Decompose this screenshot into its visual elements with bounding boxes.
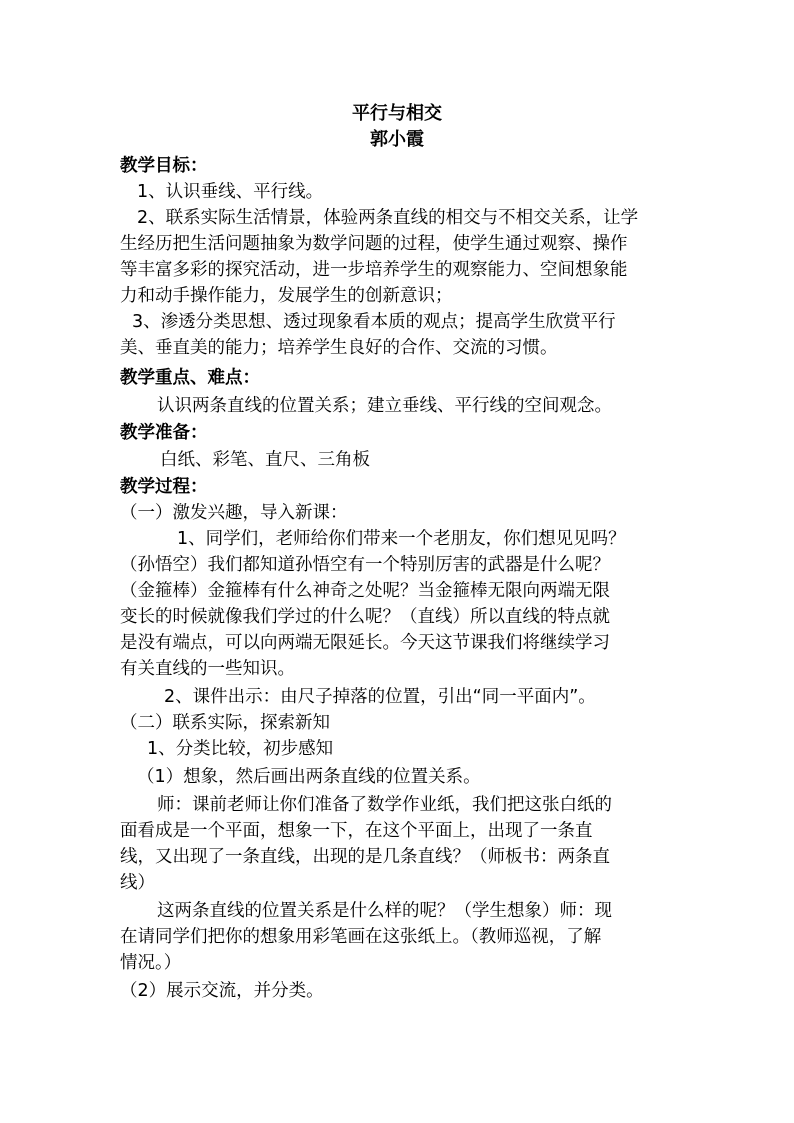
process-line: 1、同学们，老师给你们带来一个老朋友，你们想见见吗？	[177, 529, 626, 549]
process-line: 情况。）	[120, 953, 182, 973]
process-line: 变长的时候就像我们学过的什么呢？（直线）所以直线的特点就	[120, 607, 610, 627]
process-line: 是没有端点，可以向两端无限延长。今天这节课我们将继续学习	[120, 633, 610, 653]
objective-line: 力和动手操作能力，发展学生的创新意识；	[120, 286, 453, 306]
process-line: 有关直线的一些知识。	[120, 659, 295, 679]
objective-line: 美、垂直美的能力；培养学生良好的合作、交流的习惯。	[120, 338, 558, 358]
process-line: 这两条直线的位置关系是什么样的呢？（学生想象）师：现	[157, 901, 612, 921]
process-line: 面看成是一个平面，想象一下，在这个平面上，出现了一条直	[120, 821, 593, 841]
objectives-heading: 教学目标：	[120, 156, 208, 176]
process-line: 师：课前老师让你们准备了数学作业纸，我们把这张白纸的	[157, 795, 612, 815]
process-line: （一）激发兴趣，导入新课：	[120, 503, 348, 523]
preparation-text: 白纸、彩笔、直尺、三角板	[160, 450, 370, 470]
process-line: 线）	[120, 873, 155, 893]
process-line: （2）展示交流，并分类。	[120, 981, 324, 1001]
process-line: （二）联系实际，探索新知	[120, 713, 330, 733]
process-line: 1、分类比较，初步感知	[147, 739, 334, 759]
preparation-heading: 教学准备：	[120, 423, 208, 443]
objective-line: 1、认识垂线、平行线。	[137, 182, 324, 202]
key-points-heading: 教学重点、难点：	[120, 368, 260, 388]
doc-author: 郭小霞	[370, 129, 424, 150]
objective-line: 2、联系实际生活情景，体验两条直线的相交与不相交关系，让学	[137, 208, 639, 228]
process-line: （1）想象，然后画出两条直线的位置关系。	[137, 767, 481, 787]
process-line: 线，又出现了一条直线，出现的是几条直线？（师板书：两条直	[120, 847, 610, 867]
process-heading: 教学过程：	[120, 477, 208, 497]
process-line: 在请同学们把你的想象用彩笔画在这张纸上。（教师巡视，了解	[120, 927, 602, 947]
objective-line: 生经历把生活问题抽象为数学问题的过程，使学生通过观察、操作	[120, 234, 628, 254]
objective-line: 等丰富多彩的探究活动，进一步培养学生的观察能力、空间想象能	[120, 260, 628, 280]
process-line: （金箍棒）金箍棒有什么神奇之处呢？当金箍棒无限向两端无限	[120, 581, 610, 601]
key-points-text: 认识两条直线的位置关系；建立垂线、平行线的空间观念。	[157, 396, 612, 416]
doc-title: 平行与相交	[352, 103, 442, 124]
process-line: 2、课件出示：由尺子掉落的位置，引出“同一平面内”。	[164, 687, 596, 707]
process-line: （孙悟空）我们都知道孙悟空有一个特别厉害的武器是什么呢？	[120, 555, 610, 575]
objective-line: 3、渗透分类思想、透过现象看本质的观点；提高学生欣赏平行	[132, 312, 616, 332]
